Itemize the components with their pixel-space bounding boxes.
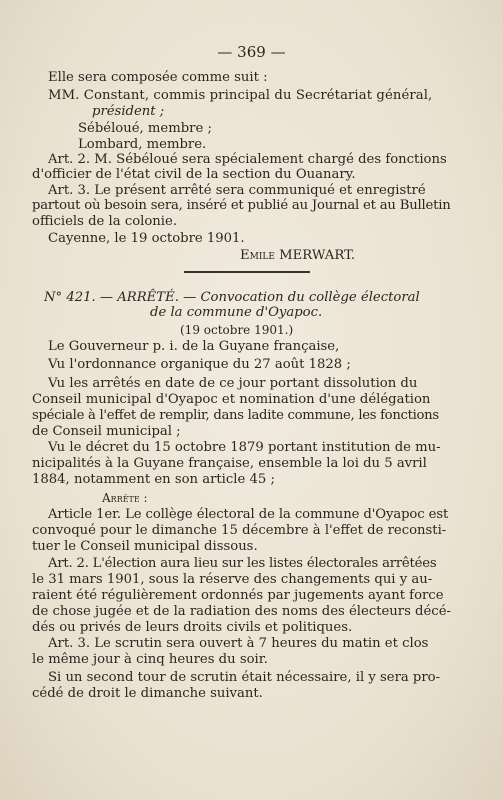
text-line: Sébéloué, membre ; <box>78 121 212 136</box>
signature: Emile MERWART. <box>240 248 356 263</box>
text-line: Le Gouverneur p. i. de la Guyane française, <box>48 339 340 354</box>
text-line: de chose jugée et de la radiation des noms des électeurs décé- <box>32 604 451 619</box>
text-line: d'officier de l'état civil de la section du Ouanary. <box>32 167 356 182</box>
text-line: 1884, notamment en son article 45 ; <box>32 472 275 487</box>
text-line: Art. 2. L'élection aura lieu sur les listes électorales arrêtées <box>48 556 437 571</box>
text-line: Conseil municipal d'Oyapoc et nomination d'une délégation <box>32 392 431 407</box>
decree-date: (19 octobre 1901.) <box>180 323 294 337</box>
page-number: — 369 — <box>217 43 286 61</box>
text-line: le même jour à cinq heures du soir. <box>32 652 268 667</box>
text-line: cédé de droit le dimanche suivant. <box>32 686 263 701</box>
text-line: tuer le Conseil municipal dissous. <box>32 539 258 554</box>
decree-title: N° 421. — ARRÊTÉ. — Convocation du collège électoral <box>44 290 420 305</box>
text-line: président ; <box>92 104 165 119</box>
text-line: Si un second tour de scrutin était nécessaire, il y sera pro- <box>48 670 441 685</box>
text-line: Article 1er. Le collège électoral de la commune d'Oyapoc est <box>48 507 449 522</box>
text-line: nicipalités à la Guyane française, ensemble la loi du 5 avril <box>32 456 427 471</box>
text-line: Vu les arrêtés en date de ce jour portant dissolution du <box>48 376 418 391</box>
text-line: le 31 mars 1901, sous la réserve des changements qui y au- <box>32 572 433 587</box>
text-line: MM. Constant, commis principal du Secrétariat général, <box>48 88 433 103</box>
text-line: Art. 2. M. Sébéloué sera spécialement chargé des fonctions <box>48 152 447 167</box>
text-line: dés ou privés de leurs droits civils et politiques. <box>32 620 353 635</box>
text-line: Elle sera composée comme suit : <box>48 70 268 85</box>
text-line: Vu le décret du 15 octobre 1879 portant institution de mu- <box>48 440 441 455</box>
text-line: raient été régulièrement ordonnés par jugements ayant force <box>32 588 444 603</box>
text-line: partout où besoin sera, inséré et publié au Journal et au Bulletin <box>32 198 451 213</box>
text-line: de Conseil municipal ; <box>32 424 181 439</box>
text-line: convoqué pour le dimanche 15 décembre à l'effet de reconsti- <box>32 523 447 538</box>
arrete-heading: Arrête : <box>102 491 148 505</box>
text-line: officiels de la colonie. <box>32 214 178 229</box>
text-line: spéciale à l'effet de remplir, dans ladite commune, les fonctions <box>32 408 439 423</box>
divider <box>184 271 310 273</box>
text-line: Vu l'ordonnance organique du 27 août 1828 ; <box>48 357 351 372</box>
text-line: Lombard, membre. <box>78 137 207 152</box>
decree-title: de la commune d'Oyapoc. <box>150 305 323 320</box>
text-line: Art. 3. Le scrutin sera ouvert à 7 heures du matin et clos <box>48 636 429 651</box>
text-line: Cayenne, le 19 octobre 1901. <box>48 231 245 246</box>
text-line: Art. 3. Le présent arrêté sera communiqué et enregistré <box>48 183 426 198</box>
